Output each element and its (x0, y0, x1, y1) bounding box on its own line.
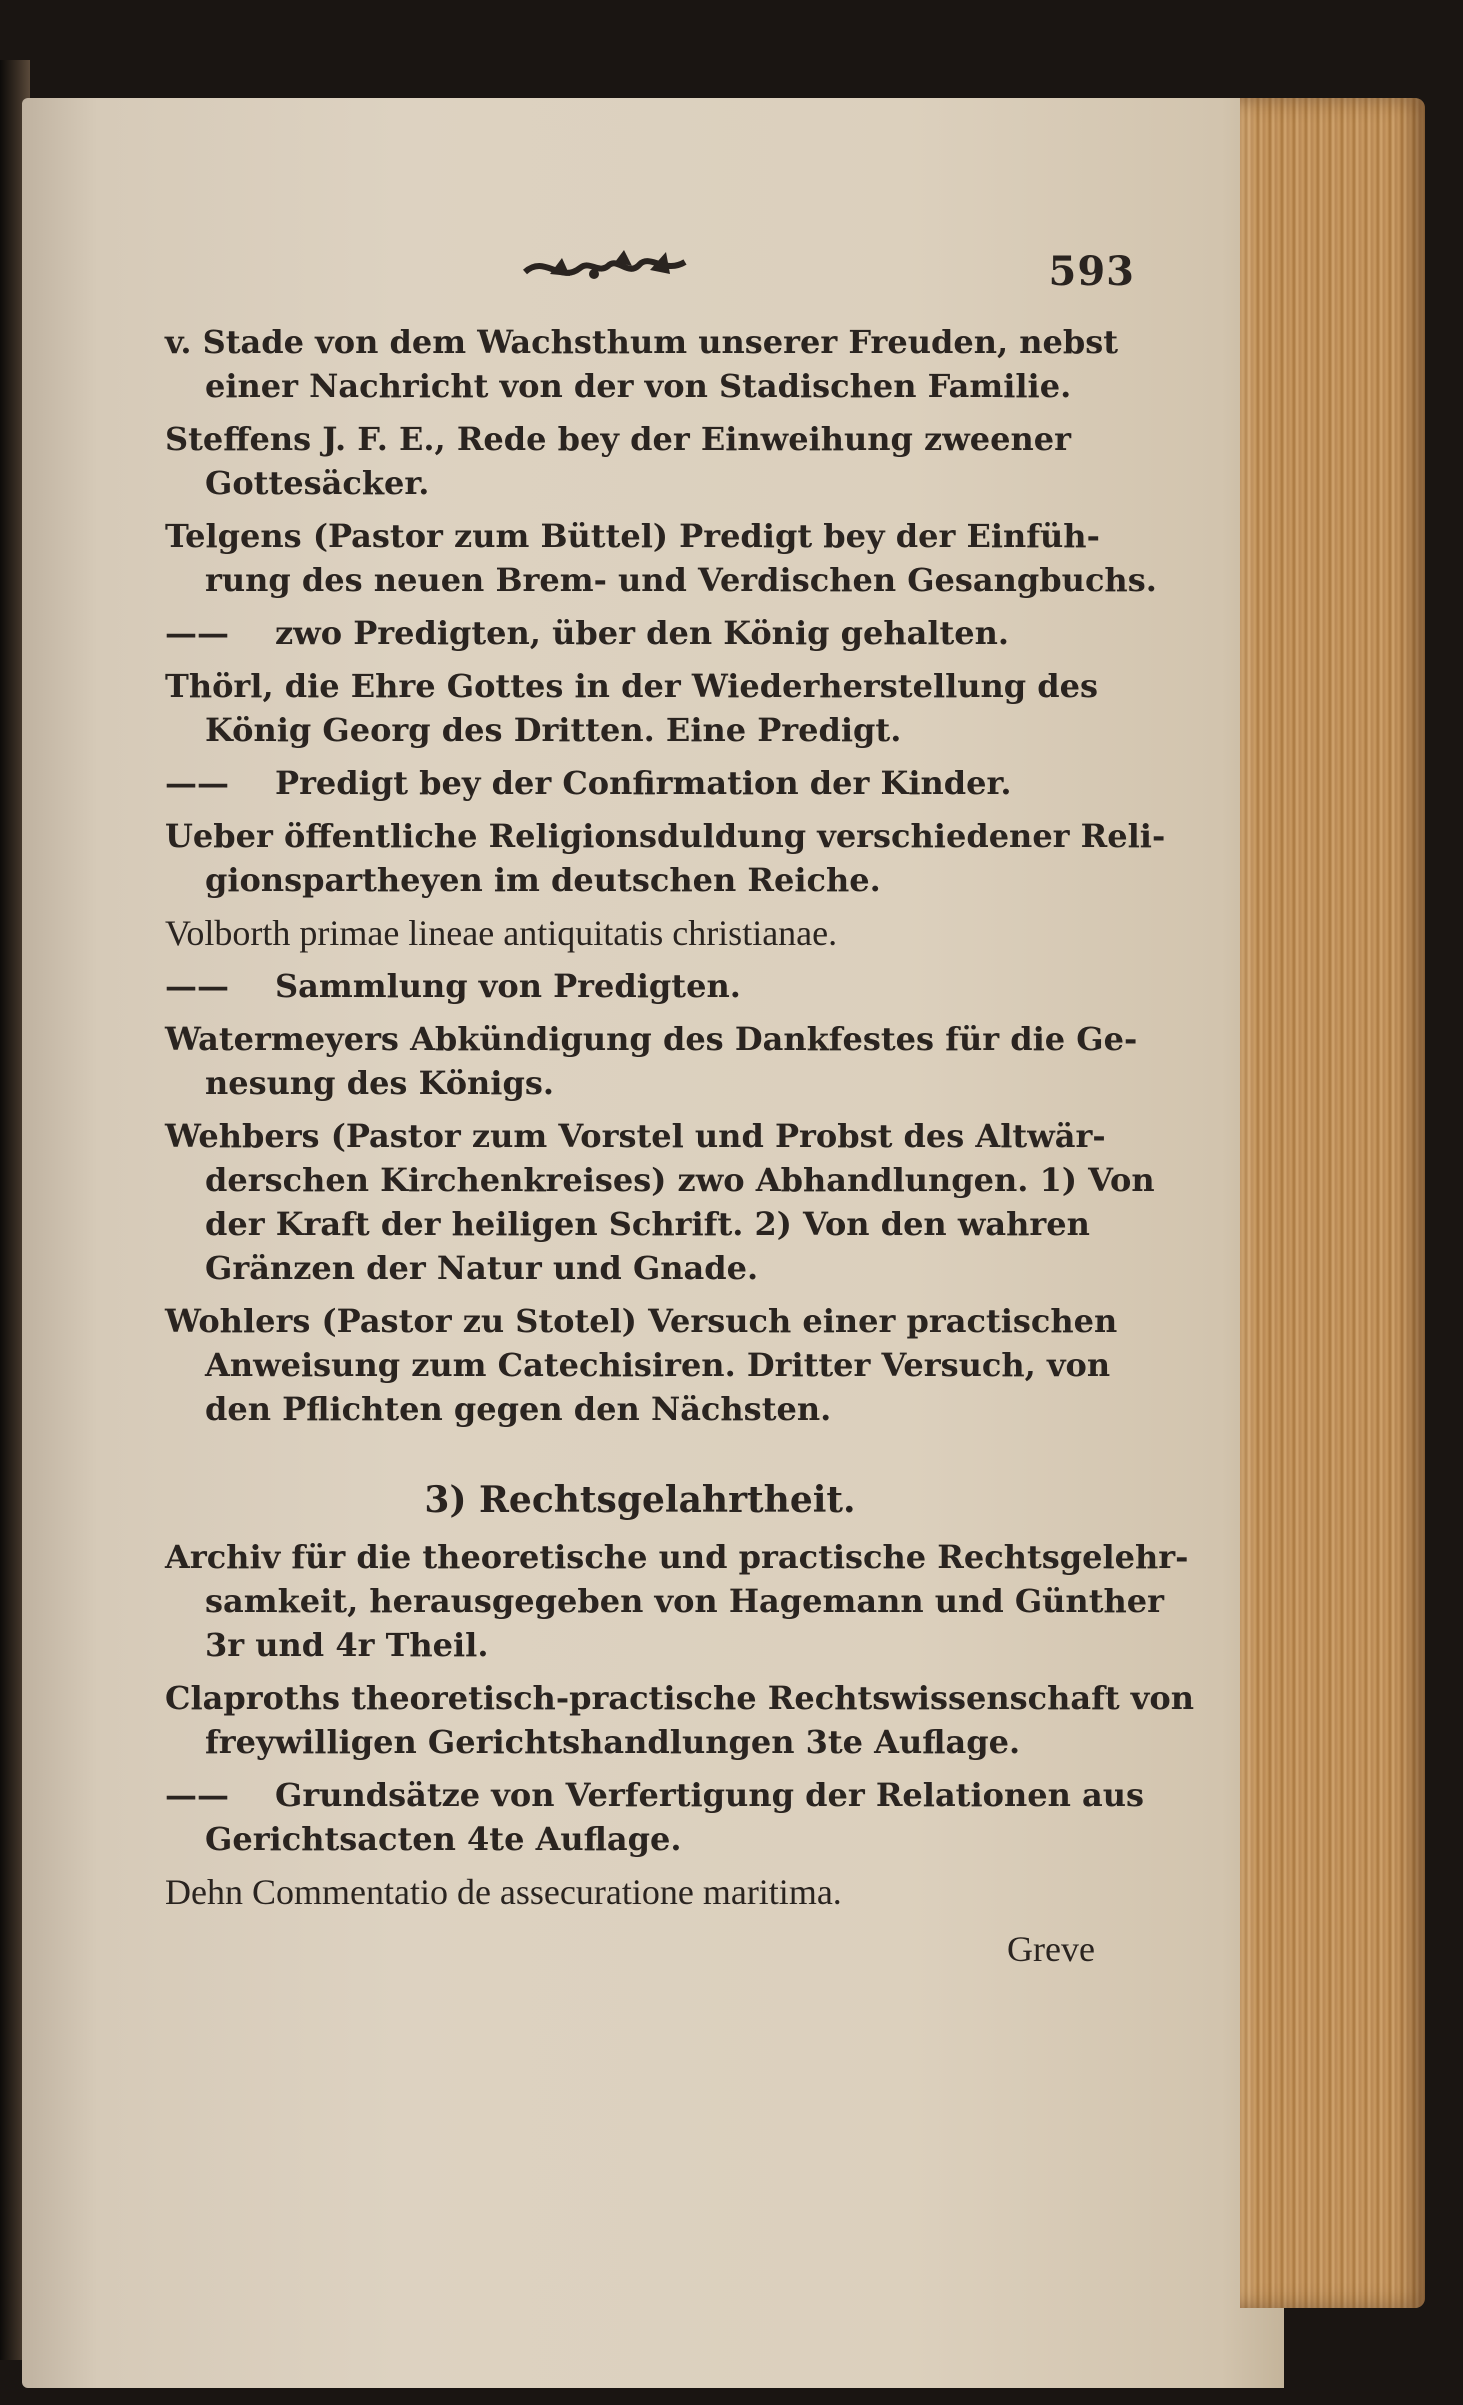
entries-law (165, 1535, 1194, 1914)
entry-religionsduldung: Ueber öffentliche Religionsduldung verschiedener Reli- gionspartheyen im deutschen Reiche. (165, 817, 1166, 899)
entry-volborth: Volborth primae lineae antiquitatis christianae. (165, 913, 838, 953)
entry-telgens: Telgens (Pastor zum Büttel) Predigt bey der Einfüh- rung des neuen Brem- und Verdischen Gesangbuchs. (165, 517, 1157, 599)
floral-ornament-icon (520, 244, 690, 298)
page-header (165, 240, 1135, 320)
entry-telgens-2: —— zwo Predigten, über den König gehalten. (165, 614, 1010, 652)
page-content (165, 240, 1194, 1970)
entry-watermeyer: Watermeyers Abkündigung des Dankfestes für die Ge- nesung des Königs. (165, 1020, 1138, 1102)
entry-claproth-2: —— Grundsätze von Verfertigung der Relationen aus Gerichtsacten 4te Auflage. (165, 1776, 1144, 1858)
entry-stade: v. Stade von dem Wachsthum unserer Freuden, nebst einer Nachricht von der von Stadischen Familie. (165, 323, 1119, 405)
entry-volborth-2: —— Sammlung von Predigten. (165, 967, 741, 1005)
entry-wehber: Wehbers (Pastor zum Vorstel und Probst des Altwär- derschen Kirchenkreises) zwo Abhandlungen. 1) Von der Kraft der heiligen Schrift. 2) Von den wahren Gränzen der Natur und Gnade. (165, 1117, 1155, 1287)
entry-dehn: Dehn Commentatio de assecuratione maritima. (165, 1872, 842, 1912)
entry-steffens: Steffens J. F. E., Rede bey der Einweihung zweener Gottesäcker. (165, 420, 1071, 502)
catchword: Greve (1007, 1929, 1095, 1969)
entry-thoerl: Thörl, die Ehre Gottes in der Wiederherstellung des König Georg des Dritten. Eine Predigt. (165, 667, 1099, 749)
entry-wohlers: Wohlers (Pastor zu Stotel) Versuch einer practischen Anweisung zum Catechisiren. Dritter Versuch, von den Pflichten gegen den Nächsten. (165, 1302, 1118, 1428)
section-heading-law: 3) Rechtsgelahrtheit. (424, 1479, 856, 1521)
page-number: 593 (1048, 248, 1135, 295)
entry-claproth: Claproths theoretisch-practische Rechtswissenschaft von freywilligen Gerichtshandlungen 3te Auflage. (165, 1679, 1194, 1761)
entry-thoerl-2: —— Predigt bey der Confirmation der Kinder. (165, 764, 1012, 802)
page-edges (1240, 98, 1425, 2308)
entry-archiv: Archiv für die theoretische und practische Rechtsgelehr- samkeit, herausgegeben von Hagemann und Günther 3r und 4r Theil. (165, 1538, 1189, 1664)
entries-theology (165, 320, 1166, 1431)
